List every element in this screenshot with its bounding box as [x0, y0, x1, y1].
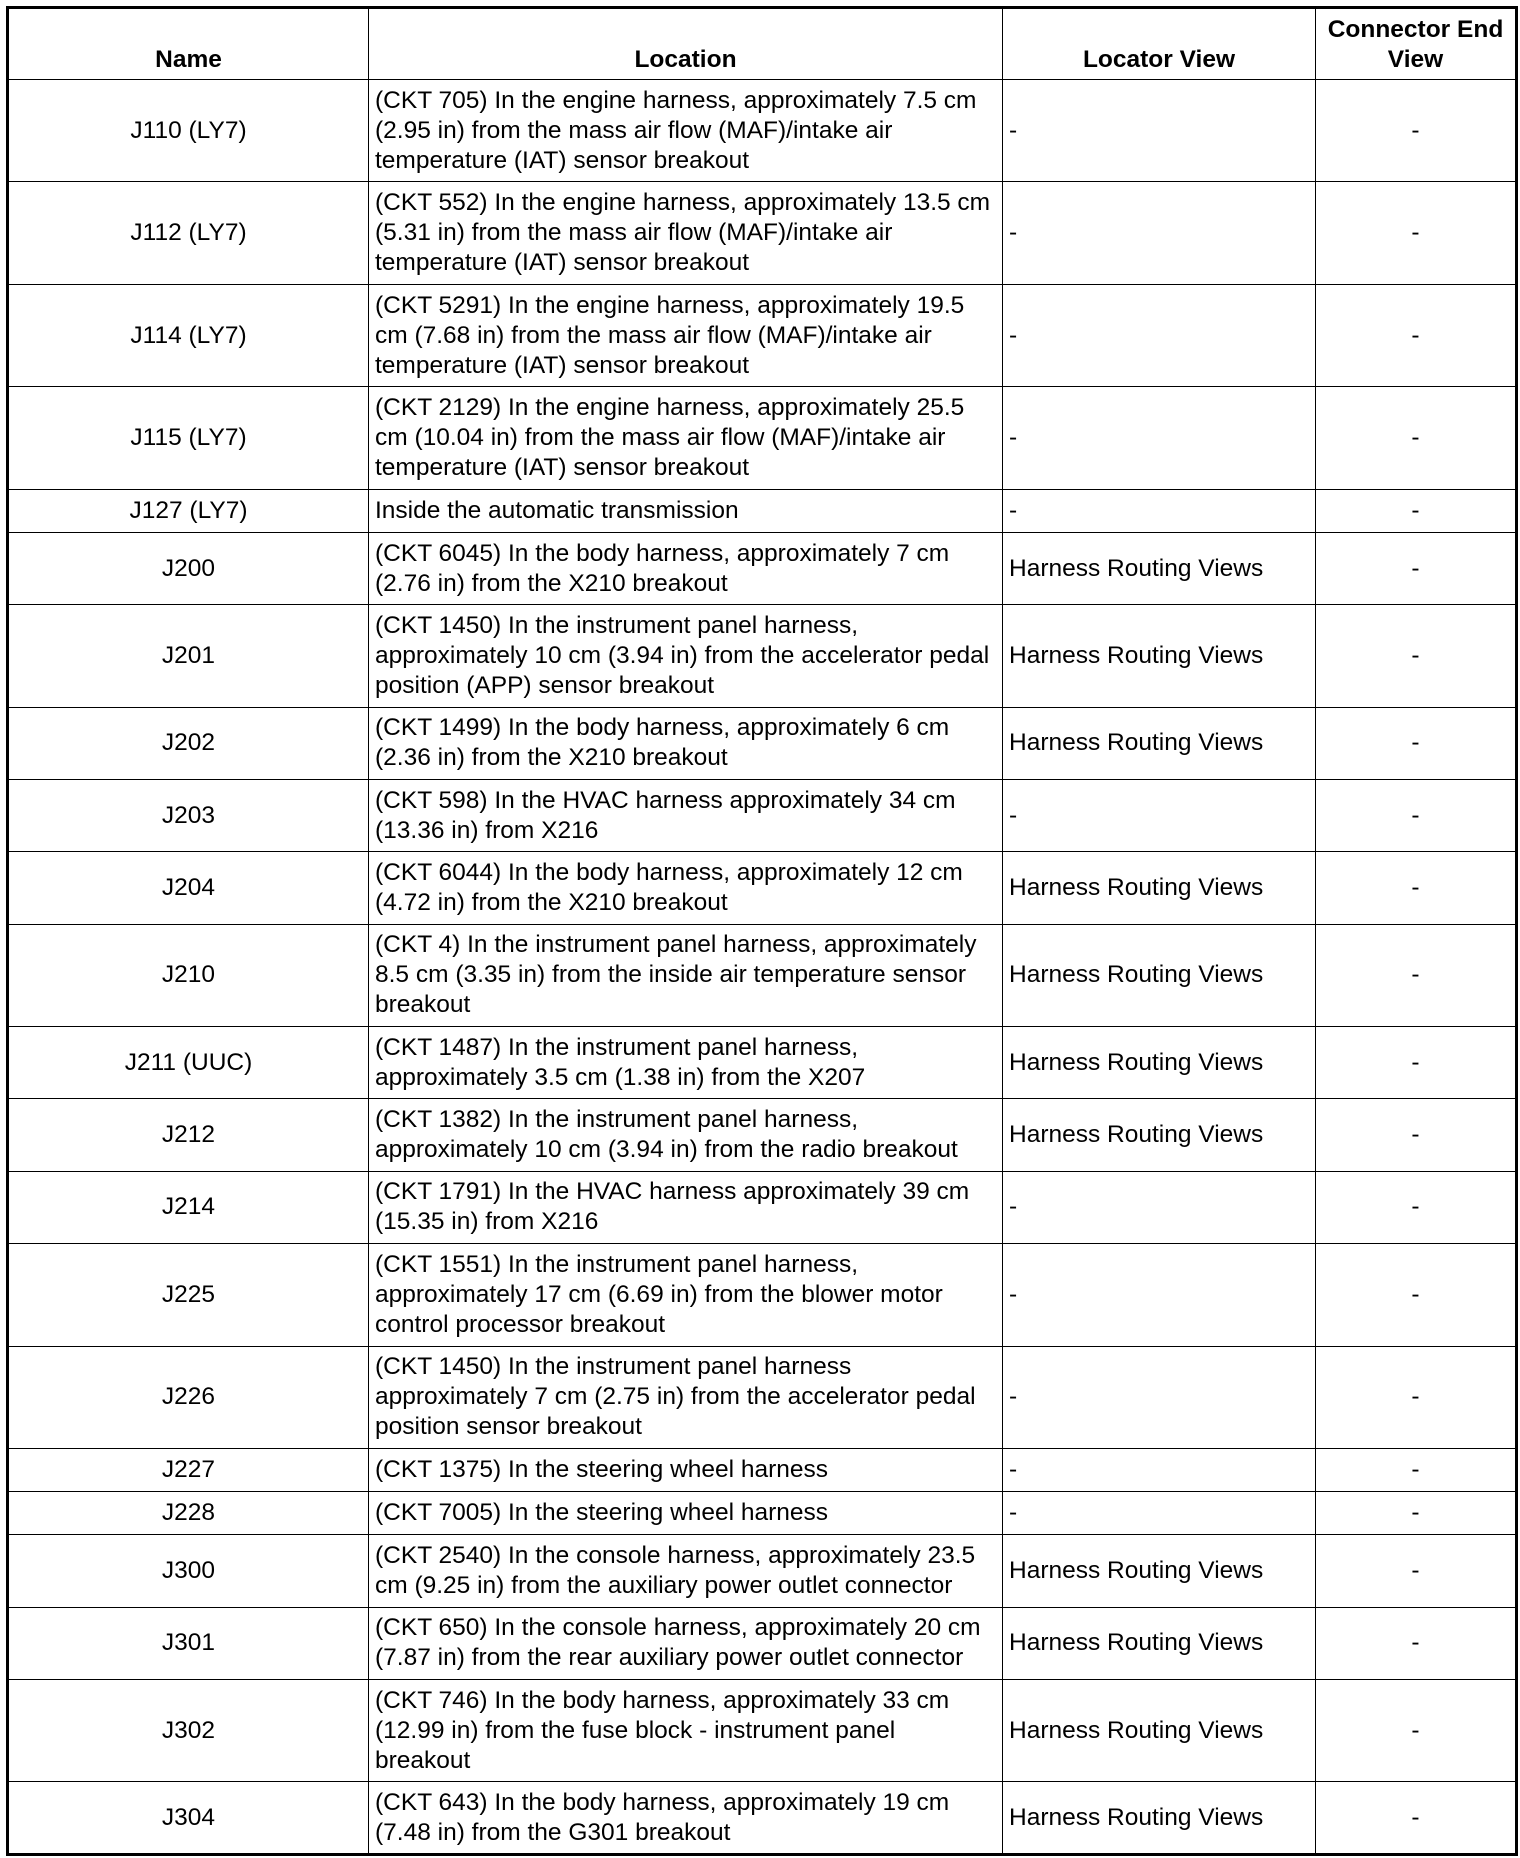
header-location: Location	[369, 8, 1003, 80]
cell-locator-view: Harness Routing Views	[1003, 852, 1316, 924]
cell-name: J115 (LY7)	[8, 387, 369, 489]
cell-location: (CKT 705) In the engine harness, approximately 7.5 cm (2.95 in) from the mass air flow (MAF)/intake air temperature (IAT) sensor breakout	[369, 80, 1003, 182]
cell-name: J201	[8, 605, 369, 707]
cell-location: (CKT 1487) In the instrument panel harness, approximately 3.5 cm (1.38 in) from the X207	[369, 1027, 1003, 1099]
cell-location: Inside the automatic transmission	[369, 489, 1003, 532]
table-row	[8, 533, 1517, 605]
cell-locator-view: -	[1003, 387, 1316, 489]
cell-locator-view: -	[1003, 1171, 1316, 1243]
header-locator-view: Locator View	[1003, 8, 1316, 80]
cell-name: J214	[8, 1171, 369, 1243]
table-row	[8, 605, 1517, 707]
cell-name: J212	[8, 1099, 369, 1171]
table-row	[8, 1607, 1517, 1679]
cell-name: J300	[8, 1535, 369, 1607]
cell-name: J114 (LY7)	[8, 284, 369, 386]
cell-connector-end-view: -	[1316, 780, 1517, 852]
cell-locator-view: -	[1003, 1346, 1316, 1448]
table-row	[8, 1535, 1517, 1607]
cell-connector-end-view: -	[1316, 182, 1517, 284]
cell-location: (CKT 1382) In the instrument panel harness, approximately 10 cm (3.94 in) from the radio breakout	[369, 1099, 1003, 1171]
table-row	[8, 1027, 1517, 1099]
cell-locator-view: Harness Routing Views	[1003, 707, 1316, 779]
cell-locator-view: Harness Routing Views	[1003, 1535, 1316, 1607]
cell-name: J211 (UUC)	[8, 1027, 369, 1099]
cell-location: (CKT 1375) In the steering wheel harness	[369, 1449, 1003, 1492]
cell-location: (CKT 552) In the engine harness, approximately 13.5 cm (5.31 in) from the mass air flow (MAF)/intake air temperature (IAT) sensor breakout	[369, 182, 1003, 284]
cell-name: J304	[8, 1782, 369, 1855]
cell-locator-view: Harness Routing Views	[1003, 1099, 1316, 1171]
cell-location: (CKT 2129) In the engine harness, approximately 25.5 cm (10.04 in) from the mass air flow (MAF)/intake air temperature (IAT) sensor breakout	[369, 387, 1003, 489]
table-row	[8, 1782, 1517, 1855]
cell-connector-end-view: -	[1316, 707, 1517, 779]
cell-connector-end-view: -	[1316, 1449, 1517, 1492]
table-row	[8, 80, 1517, 182]
cell-name: J227	[8, 1449, 369, 1492]
cell-location: (CKT 7005) In the steering wheel harness	[369, 1492, 1003, 1535]
table-header-row	[8, 8, 1517, 80]
table-row	[8, 1449, 1517, 1492]
cell-location: (CKT 1551) In the instrument panel harness, approximately 17 cm (6.69 in) from the blower motor control processor breakout	[369, 1244, 1003, 1346]
cell-connector-end-view: -	[1316, 80, 1517, 182]
cell-connector-end-view: -	[1316, 1492, 1517, 1535]
table-row	[8, 707, 1517, 779]
cell-locator-view: Harness Routing Views	[1003, 1607, 1316, 1679]
cell-locator-view: Harness Routing Views	[1003, 1782, 1316, 1855]
cell-connector-end-view: -	[1316, 1171, 1517, 1243]
cell-location: (CKT 1791) In the HVAC harness approximately 39 cm (15.35 in) from X216	[369, 1171, 1003, 1243]
cell-connector-end-view: -	[1316, 924, 1517, 1026]
cell-connector-end-view: -	[1316, 1607, 1517, 1679]
cell-name: J203	[8, 780, 369, 852]
cell-name: J302	[8, 1680, 369, 1782]
cell-locator-view: -	[1003, 489, 1316, 532]
cell-name: J301	[8, 1607, 369, 1679]
cell-location: (CKT 1450) In the instrument panel harness, approximately 10 cm (3.94 in) from the accelerator pedal position (APP) sensor breakout	[369, 605, 1003, 707]
cell-name: J202	[8, 707, 369, 779]
cell-connector-end-view: -	[1316, 852, 1517, 924]
cell-connector-end-view: -	[1316, 1099, 1517, 1171]
cell-connector-end-view: -	[1316, 284, 1517, 386]
cell-connector-end-view: -	[1316, 533, 1517, 605]
cell-location: (CKT 650) In the console harness, approximately 20 cm (7.87 in) from the rear auxiliary power outlet connector	[369, 1607, 1003, 1679]
table-row	[8, 489, 1517, 532]
cell-name: J112 (LY7)	[8, 182, 369, 284]
table-row	[8, 284, 1517, 386]
table-row	[8, 1244, 1517, 1346]
cell-name: J204	[8, 852, 369, 924]
cell-name: J127 (LY7)	[8, 489, 369, 532]
cell-locator-view: -	[1003, 1449, 1316, 1492]
cell-locator-view: -	[1003, 182, 1316, 284]
cell-connector-end-view: -	[1316, 387, 1517, 489]
table-body	[8, 80, 1517, 1855]
cell-locator-view: -	[1003, 780, 1316, 852]
cell-connector-end-view: -	[1316, 1244, 1517, 1346]
cell-connector-end-view: -	[1316, 1346, 1517, 1448]
table-row	[8, 1680, 1517, 1782]
cell-locator-view: -	[1003, 1492, 1316, 1535]
cell-connector-end-view: -	[1316, 605, 1517, 707]
table-row	[8, 1099, 1517, 1171]
cell-location: (CKT 5291) In the engine harness, approximately 19.5 cm (7.68 in) from the mass air flow (MAF)/intake air temperature (IAT) sensor breakout	[369, 284, 1003, 386]
cell-locator-view: Harness Routing Views	[1003, 533, 1316, 605]
cell-location: (CKT 6045) In the body harness, approximately 7 cm (2.76 in) from the X210 breakout	[369, 533, 1003, 605]
cell-name: J110 (LY7)	[8, 80, 369, 182]
cell-name: J226	[8, 1346, 369, 1448]
header-name: Name	[8, 8, 369, 80]
table-row	[8, 387, 1517, 489]
cell-location: (CKT 746) In the body harness, approximately 33 cm (12.99 in) from the fuse block - instrument panel breakout	[369, 1680, 1003, 1782]
table-row	[8, 852, 1517, 924]
header-connector-end-view: Connector End View	[1316, 8, 1517, 80]
cell-locator-view: Harness Routing Views	[1003, 924, 1316, 1026]
table-row	[8, 1346, 1517, 1448]
cell-connector-end-view: -	[1316, 1027, 1517, 1099]
table-row	[8, 1171, 1517, 1243]
table-row	[8, 924, 1517, 1026]
cell-locator-view: Harness Routing Views	[1003, 1027, 1316, 1099]
cell-name: J228	[8, 1492, 369, 1535]
cell-name: J225	[8, 1244, 369, 1346]
cell-connector-end-view: -	[1316, 1680, 1517, 1782]
cell-location: (CKT 643) In the body harness, approximately 19 cm (7.48 in) from the G301 breakout	[369, 1782, 1003, 1855]
cell-location: (CKT 2540) In the console harness, approximately 23.5 cm (9.25 in) from the auxiliary power outlet connector	[369, 1535, 1003, 1607]
cell-connector-end-view: -	[1316, 489, 1517, 532]
cell-location: (CKT 598) In the HVAC harness approximately 34 cm (13.36 in) from X216	[369, 780, 1003, 852]
cell-name: J200	[8, 533, 369, 605]
table-row	[8, 780, 1517, 852]
cell-connector-end-view: -	[1316, 1782, 1517, 1855]
inline-splice-table	[6, 6, 1518, 1856]
cell-location: (CKT 1499) In the body harness, approximately 6 cm (2.36 in) from the X210 breakout	[369, 707, 1003, 779]
cell-locator-view: -	[1003, 1244, 1316, 1346]
cell-locator-view: -	[1003, 80, 1316, 182]
cell-name: J210	[8, 924, 369, 1026]
cell-location: (CKT 4) In the instrument panel harness, approximately 8.5 cm (3.35 in) from the inside air temperature sensor breakout	[369, 924, 1003, 1026]
cell-locator-view: Harness Routing Views	[1003, 605, 1316, 707]
cell-location: (CKT 6044) In the body harness, approximately 12 cm (4.72 in) from the X210 breakout	[369, 852, 1003, 924]
table-row	[8, 1492, 1517, 1535]
cell-location: (CKT 1450) In the instrument panel harness approximately 7 cm (2.75 in) from the accelerator pedal position sensor breakout	[369, 1346, 1003, 1448]
table-row	[8, 182, 1517, 284]
cell-locator-view: -	[1003, 284, 1316, 386]
cell-connector-end-view: -	[1316, 1535, 1517, 1607]
cell-locator-view: Harness Routing Views	[1003, 1680, 1316, 1782]
